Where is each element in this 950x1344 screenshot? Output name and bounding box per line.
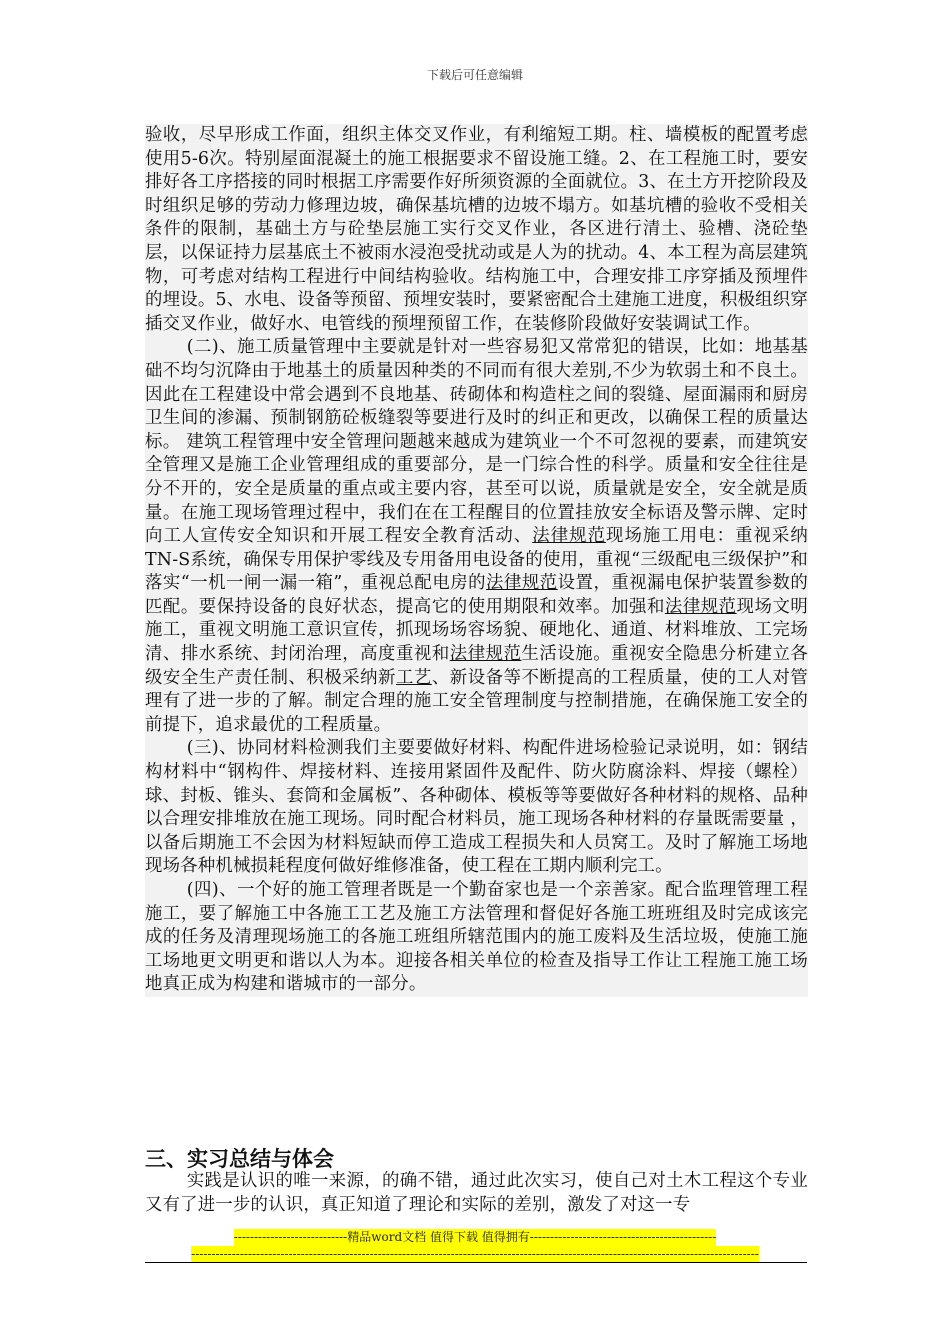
paragraph-3: (三)、协同材料检测我们主要要做好材料、构配件进场检验记录说明，如：钢结构材料中“钢构件、焊接材料、连接用紧固件及配件、防火防腐涂料、焊接（螺栓）球、封板、锥头、套筒和金属板”、各种砌体、模板等等要做好各种材料的规格、品种 以合理安排堆放在施工现场。同时配合材料员，施工现场各种材料的存量既需要量 ，以备后期施工不会因为材料短缺而停工造成工程损失和人员窝工。及时了解施工场地现场各种机械损耗程度何做好维修准备，使工程在工期内顺利完工。 xyxy=(145,738,808,877)
document-body xyxy=(145,124,808,997)
paragraph-2-text-3: 设置，重视漏电保护装置参数的匹配。要保持设备的良好状态，提高它的使用期限和效率。加强和 xyxy=(145,573,808,617)
link-legal-norms-2[interactable]: 法律规范 xyxy=(486,573,558,594)
paragraph-2 xyxy=(145,336,808,737)
paragraph-2-text-5: 生活设施。重视安全隐患分析建立各级安全生产责任制、积极采纳新 xyxy=(145,644,809,688)
paragraph-2-text-1: (二)、施工质量管理中主要就是针对一些容易犯又常常犯的错误，比如：地基基础不均匀沉降由于地基土的质量因种类的不同而有很大差别,不少为软弱土和不良土。因此在工程建设中常会遇到不良地基、砖砌体和构造柱之间的裂缝、屋面漏雨和厨房卫生间的渗漏、预制钢筋砼板缝裂等要进行及时的纠正和更改，以确保工程的质量达标。 建筑工程管理中安全管理问题越来越成为建筑业一个不可忽视的要素，而建筑安全管理又是施工企业管理组成的重要部分，是一门综合性的科学。质量和安全往往是分不开的，安全是质量的重点或主要内容，甚至可以说，质量就是安全，安全就是质量。在施工现场管理过程中，我们在在工程醒目的位置挂放安全标语及警示牌、定时向工人宣传安全知识和开展工程安全教育活动、 xyxy=(145,337,808,547)
paragraph-4: (四)、一个好的施工管理者既是一个勤奋家也是一个亲善家。配合监理管理工程施工，要了解施工中各施工工艺及施工方法管理和督促好各施工班班组及时完成该完成的任务及清理现场施工的各施工班组所辖范围内的施工废料及生活垃圾，使施工施工场地更文明更和谐以人为本。迎接各相关单位的检查及指导工作让工程施工施工场地真正成为构建和谐城市的一部分。 xyxy=(145,880,808,995)
paragraph-2-text-6: 、新设备等不断提高的工程质量，使的工人对管理有了进一步的了解。制定合理的施工安全管理制度与控制措施，在确保施工安全的前提下，追求最优的工程质量。 xyxy=(145,667,809,735)
summary-body xyxy=(145,1170,808,1217)
link-legal-norms-4[interactable]: 法律规范 xyxy=(449,644,522,665)
link-legal-norms-1[interactable]: 法律规范 xyxy=(532,526,607,547)
paragraph-2-text-2: 现场施工用电：重视采纳TN-S系统，确保专用保护零线及专用备用电设备的使用，重视“三级配电三级保护”和落实“一机一闸一漏一箱”，重视总配电房的 xyxy=(145,526,809,594)
footer-line-2: -------------------------------------------------------------------------------------------------------------------------------------------- xyxy=(191,1247,759,1261)
summary-paragraph: 实践是认识的唯一来源，的确不错，通过此次实习，使自己对土木工程这个专业又有了进一步的认识，真正知道了理论和实际的差别，激发了对这一专 xyxy=(145,1171,808,1215)
link-craft[interactable]: 工艺 xyxy=(396,667,432,688)
section-heading: 三、实习总结与体会 xyxy=(145,1147,334,1171)
footer-rule xyxy=(145,1262,807,1263)
link-legal-norms-3[interactable]: 法律规范 xyxy=(664,596,737,617)
page-header: 下载后可任意编辑 xyxy=(426,68,523,82)
paragraph-2-text-4: 现场文明施工，重视文明施工意识宣传，抓现场场容场貌、硬地化、通道、材料堆放、工完场清、排水系统、封闭治理，高度重视和 xyxy=(145,596,808,665)
footer-line-1: ----------------------------精品word文档 值得下载 值得拥有---------------------------------------------- xyxy=(233,1230,717,1244)
page-footer xyxy=(0,1229,950,1263)
paragraph-1: 验收，尽早形成工作面，组织主体交叉作业，有利缩短工期。柱、墙模板的配置考虑使用5-6次。特别屋面混凝土的施工根据要求不留设施工缝。2、在工程施工时，要安排好各工序搭接的同时根据工序需要作好所须资源的全面就位。3、在土方开挖阶段及时组织足够的劳动力修理边坡，确保基坑槽的边坡不塌方。如基坑槽的验收不受相关条件的限制，基础土方与砼垫层施工实行交叉作业，各区进行清土、验槽、浇砼垫层，以保证持力层基底土不被雨水浸泡受扰动或是人为的扰动。4、本工程为高层建筑物，可考虑对结构工程进行中间结构验收。结构施工中，合理安排工序穿插及预埋件的埋设。5、水电、设备等预留、预埋安装时，要紧密配合土建施工进度，积极组织穿插交叉作业，做好水、电管线的预埋预留工作，在装修阶段做好安装调试工作。 xyxy=(145,125,808,334)
